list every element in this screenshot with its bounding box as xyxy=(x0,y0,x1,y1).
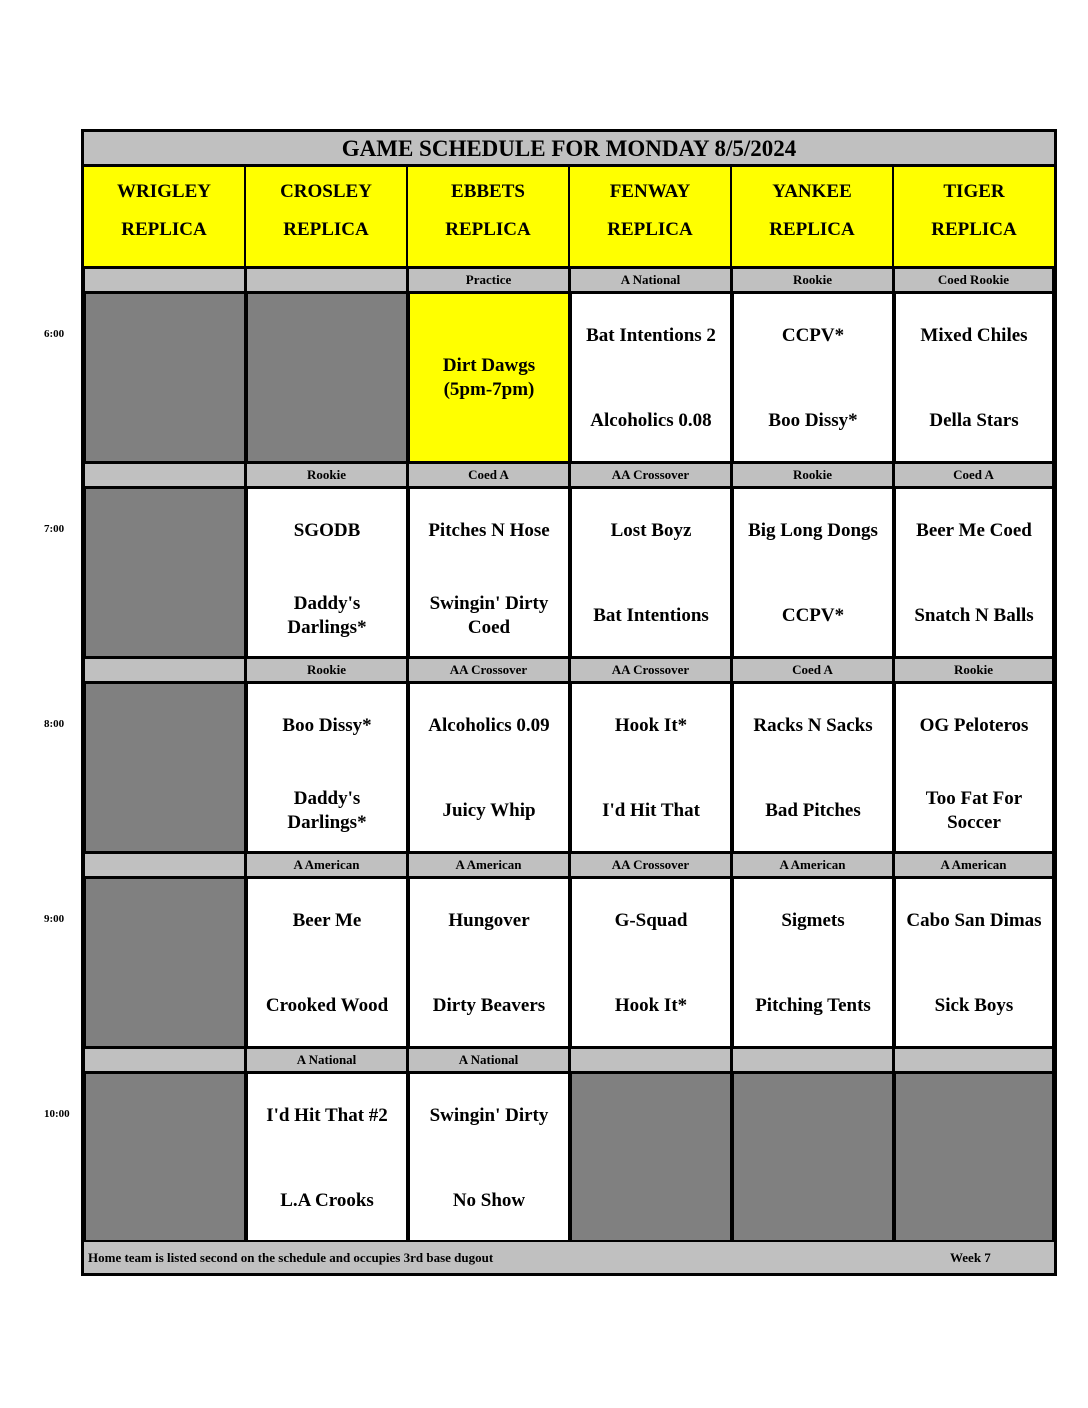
division-label: AA Crossover xyxy=(570,853,732,877)
home-team: Daddy's Darlings* xyxy=(287,788,367,833)
away-team: G-Squad xyxy=(614,910,688,931)
division-label: Rookie xyxy=(894,658,1054,682)
division-label: A American xyxy=(894,853,1054,877)
home-team: Snatch N Balls xyxy=(914,605,1034,626)
home-team: Too Fat For Soccer xyxy=(925,788,1023,833)
time-slot-label: 6:00 xyxy=(44,328,65,340)
away-team: Racks N Sacks xyxy=(753,715,873,736)
field-subtitle: REPLICA xyxy=(607,219,693,240)
home-team: L.A Crooks xyxy=(280,1190,374,1211)
field-name: WRIGLEY xyxy=(117,181,211,202)
division-label: Coed A xyxy=(732,658,894,682)
division-label: Rookie xyxy=(246,658,408,682)
away-team: Lost Boyz xyxy=(610,520,692,541)
away-team: Mixed Chiles xyxy=(920,325,1028,346)
game-cell xyxy=(894,877,1054,1048)
game-cell xyxy=(246,682,408,853)
division-label xyxy=(84,658,246,682)
closed-cell xyxy=(732,1072,894,1243)
home-team: Crooked Wood xyxy=(265,995,389,1016)
game-cell xyxy=(732,292,894,463)
division-label: Coed Rookie xyxy=(894,268,1054,292)
schedule-footer xyxy=(84,1240,1054,1273)
division-label: Practice xyxy=(408,268,570,292)
field-header-yankee xyxy=(732,167,894,268)
home-team: Boo Dissy* xyxy=(768,410,858,431)
division-label xyxy=(84,853,246,877)
away-team: Cabo San Dimas xyxy=(906,910,1042,931)
closed-cell xyxy=(84,487,246,658)
division-label: AA Crossover xyxy=(570,658,732,682)
schedule-table xyxy=(81,129,1057,1276)
away-team: Big Long Dongs xyxy=(748,520,878,541)
time-slot-label: 8:00 xyxy=(44,718,65,730)
closed-cell xyxy=(246,292,408,463)
field-subtitle: REPLICA xyxy=(121,219,207,240)
away-team: SGODB xyxy=(293,520,361,541)
away-team: Sigmets xyxy=(781,910,845,931)
time-slot-label: 7:00 xyxy=(44,523,65,535)
closed-cell xyxy=(570,1072,732,1243)
home-team: Daddy's Darlings* xyxy=(287,593,367,638)
game-cell xyxy=(408,682,570,853)
game-cell xyxy=(570,682,732,853)
away-team: Alcoholics 0.09 xyxy=(428,715,550,736)
game-cell xyxy=(246,877,408,1048)
field-name: CROSLEY xyxy=(280,181,372,202)
away-team: Hook It* xyxy=(614,715,688,736)
away-team: OG Peloteros xyxy=(919,715,1029,736)
division-label xyxy=(732,1048,894,1072)
game-cell xyxy=(894,487,1054,658)
away-team: Beer Me Coed xyxy=(916,520,1032,541)
home-team: CCPV* xyxy=(781,605,845,626)
home-team: No Show xyxy=(452,1190,526,1211)
event-cell xyxy=(408,292,570,463)
field-name: EBBETS xyxy=(451,181,525,202)
division-label: A National xyxy=(408,1048,570,1072)
home-team: Alcoholics 0.08 xyxy=(590,410,712,431)
field-subtitle: REPLICA xyxy=(931,219,1017,240)
field-header-fenway xyxy=(570,167,732,268)
away-team: Hungover xyxy=(448,910,530,931)
game-cell xyxy=(246,487,408,658)
schedule-title: GAME SCHEDULE FOR MONDAY 8/5/2024 xyxy=(84,132,1054,167)
field-header-ebbets xyxy=(408,167,570,268)
field-header-wrigley xyxy=(84,167,246,268)
footer-note: Home team is listed second on the schedule and occupies 3rd base dugout xyxy=(88,1250,494,1265)
division-label xyxy=(84,1048,246,1072)
closed-cell xyxy=(894,1072,1054,1243)
division-label: A American xyxy=(408,853,570,877)
division-label: A American xyxy=(246,853,408,877)
game-cell xyxy=(408,877,570,1048)
home-team: Pitching Tents xyxy=(755,995,871,1016)
time-slot-label: 10:00 xyxy=(44,1108,70,1120)
week-label: Week 7 xyxy=(950,1250,991,1265)
division-label xyxy=(84,268,246,292)
division-label xyxy=(894,1048,1054,1072)
division-label: Coed A xyxy=(894,463,1054,487)
game-cell xyxy=(732,487,894,658)
game-cell xyxy=(570,877,732,1048)
field-name: YANKEE xyxy=(772,181,852,202)
away-team: Swingin' Dirty xyxy=(429,1105,549,1126)
game-cell xyxy=(408,1072,570,1243)
away-team: Boo Dissy* xyxy=(282,715,372,736)
closed-cell xyxy=(84,1072,246,1243)
division-label: Coed A xyxy=(408,463,570,487)
home-team: Juicy Whip xyxy=(442,800,536,821)
division-label: Rookie xyxy=(732,268,894,292)
game-cell xyxy=(570,487,732,658)
game-cell xyxy=(732,877,894,1048)
home-team: Della Stars xyxy=(929,410,1019,431)
home-team: I'd Hit That xyxy=(602,800,700,821)
division-label xyxy=(84,463,246,487)
division-label: AA Crossover xyxy=(570,463,732,487)
game-cell xyxy=(408,487,570,658)
away-team: I'd Hit That #2 xyxy=(266,1105,388,1126)
away-team: Bat Intentions 2 xyxy=(586,325,716,346)
field-header-tiger xyxy=(894,167,1054,268)
field-header-crosley xyxy=(246,167,408,268)
away-team: CCPV* xyxy=(781,325,845,346)
game-cell xyxy=(732,682,894,853)
home-team: Hook It* xyxy=(614,995,688,1016)
home-team: Swingin' Dirty Coed xyxy=(429,593,549,638)
division-label: A National xyxy=(570,268,732,292)
field-name: FENWAY xyxy=(609,181,691,202)
game-cell xyxy=(570,292,732,463)
division-label: A American xyxy=(732,853,894,877)
division-label: Rookie xyxy=(246,463,408,487)
field-name: TIGER xyxy=(943,181,1005,202)
closed-cell xyxy=(84,292,246,463)
division-label: Rookie xyxy=(732,463,894,487)
game-cell xyxy=(894,292,1054,463)
closed-cell xyxy=(84,877,246,1048)
closed-cell xyxy=(84,682,246,853)
field-subtitle: REPLICA xyxy=(445,219,531,240)
home-team: Dirty Beavers xyxy=(432,995,546,1016)
division-label xyxy=(246,268,408,292)
event-label: Dirt Dawgs (5pm-7pm) xyxy=(442,354,536,400)
field-subtitle: REPLICA xyxy=(769,219,855,240)
game-cell xyxy=(894,682,1054,853)
away-team: Pitches N Hose xyxy=(428,520,550,541)
home-team: Bat Intentions xyxy=(593,605,709,626)
time-slot-label: 9:00 xyxy=(44,913,65,925)
home-team: Sick Boys xyxy=(934,995,1014,1016)
away-team: Beer Me xyxy=(292,910,362,931)
division-label: AA Crossover xyxy=(408,658,570,682)
field-subtitle: REPLICA xyxy=(283,219,369,240)
game-cell xyxy=(246,1072,408,1243)
division-label xyxy=(570,1048,732,1072)
home-team: Bad Pitches xyxy=(765,800,861,821)
division-label: A National xyxy=(246,1048,408,1072)
